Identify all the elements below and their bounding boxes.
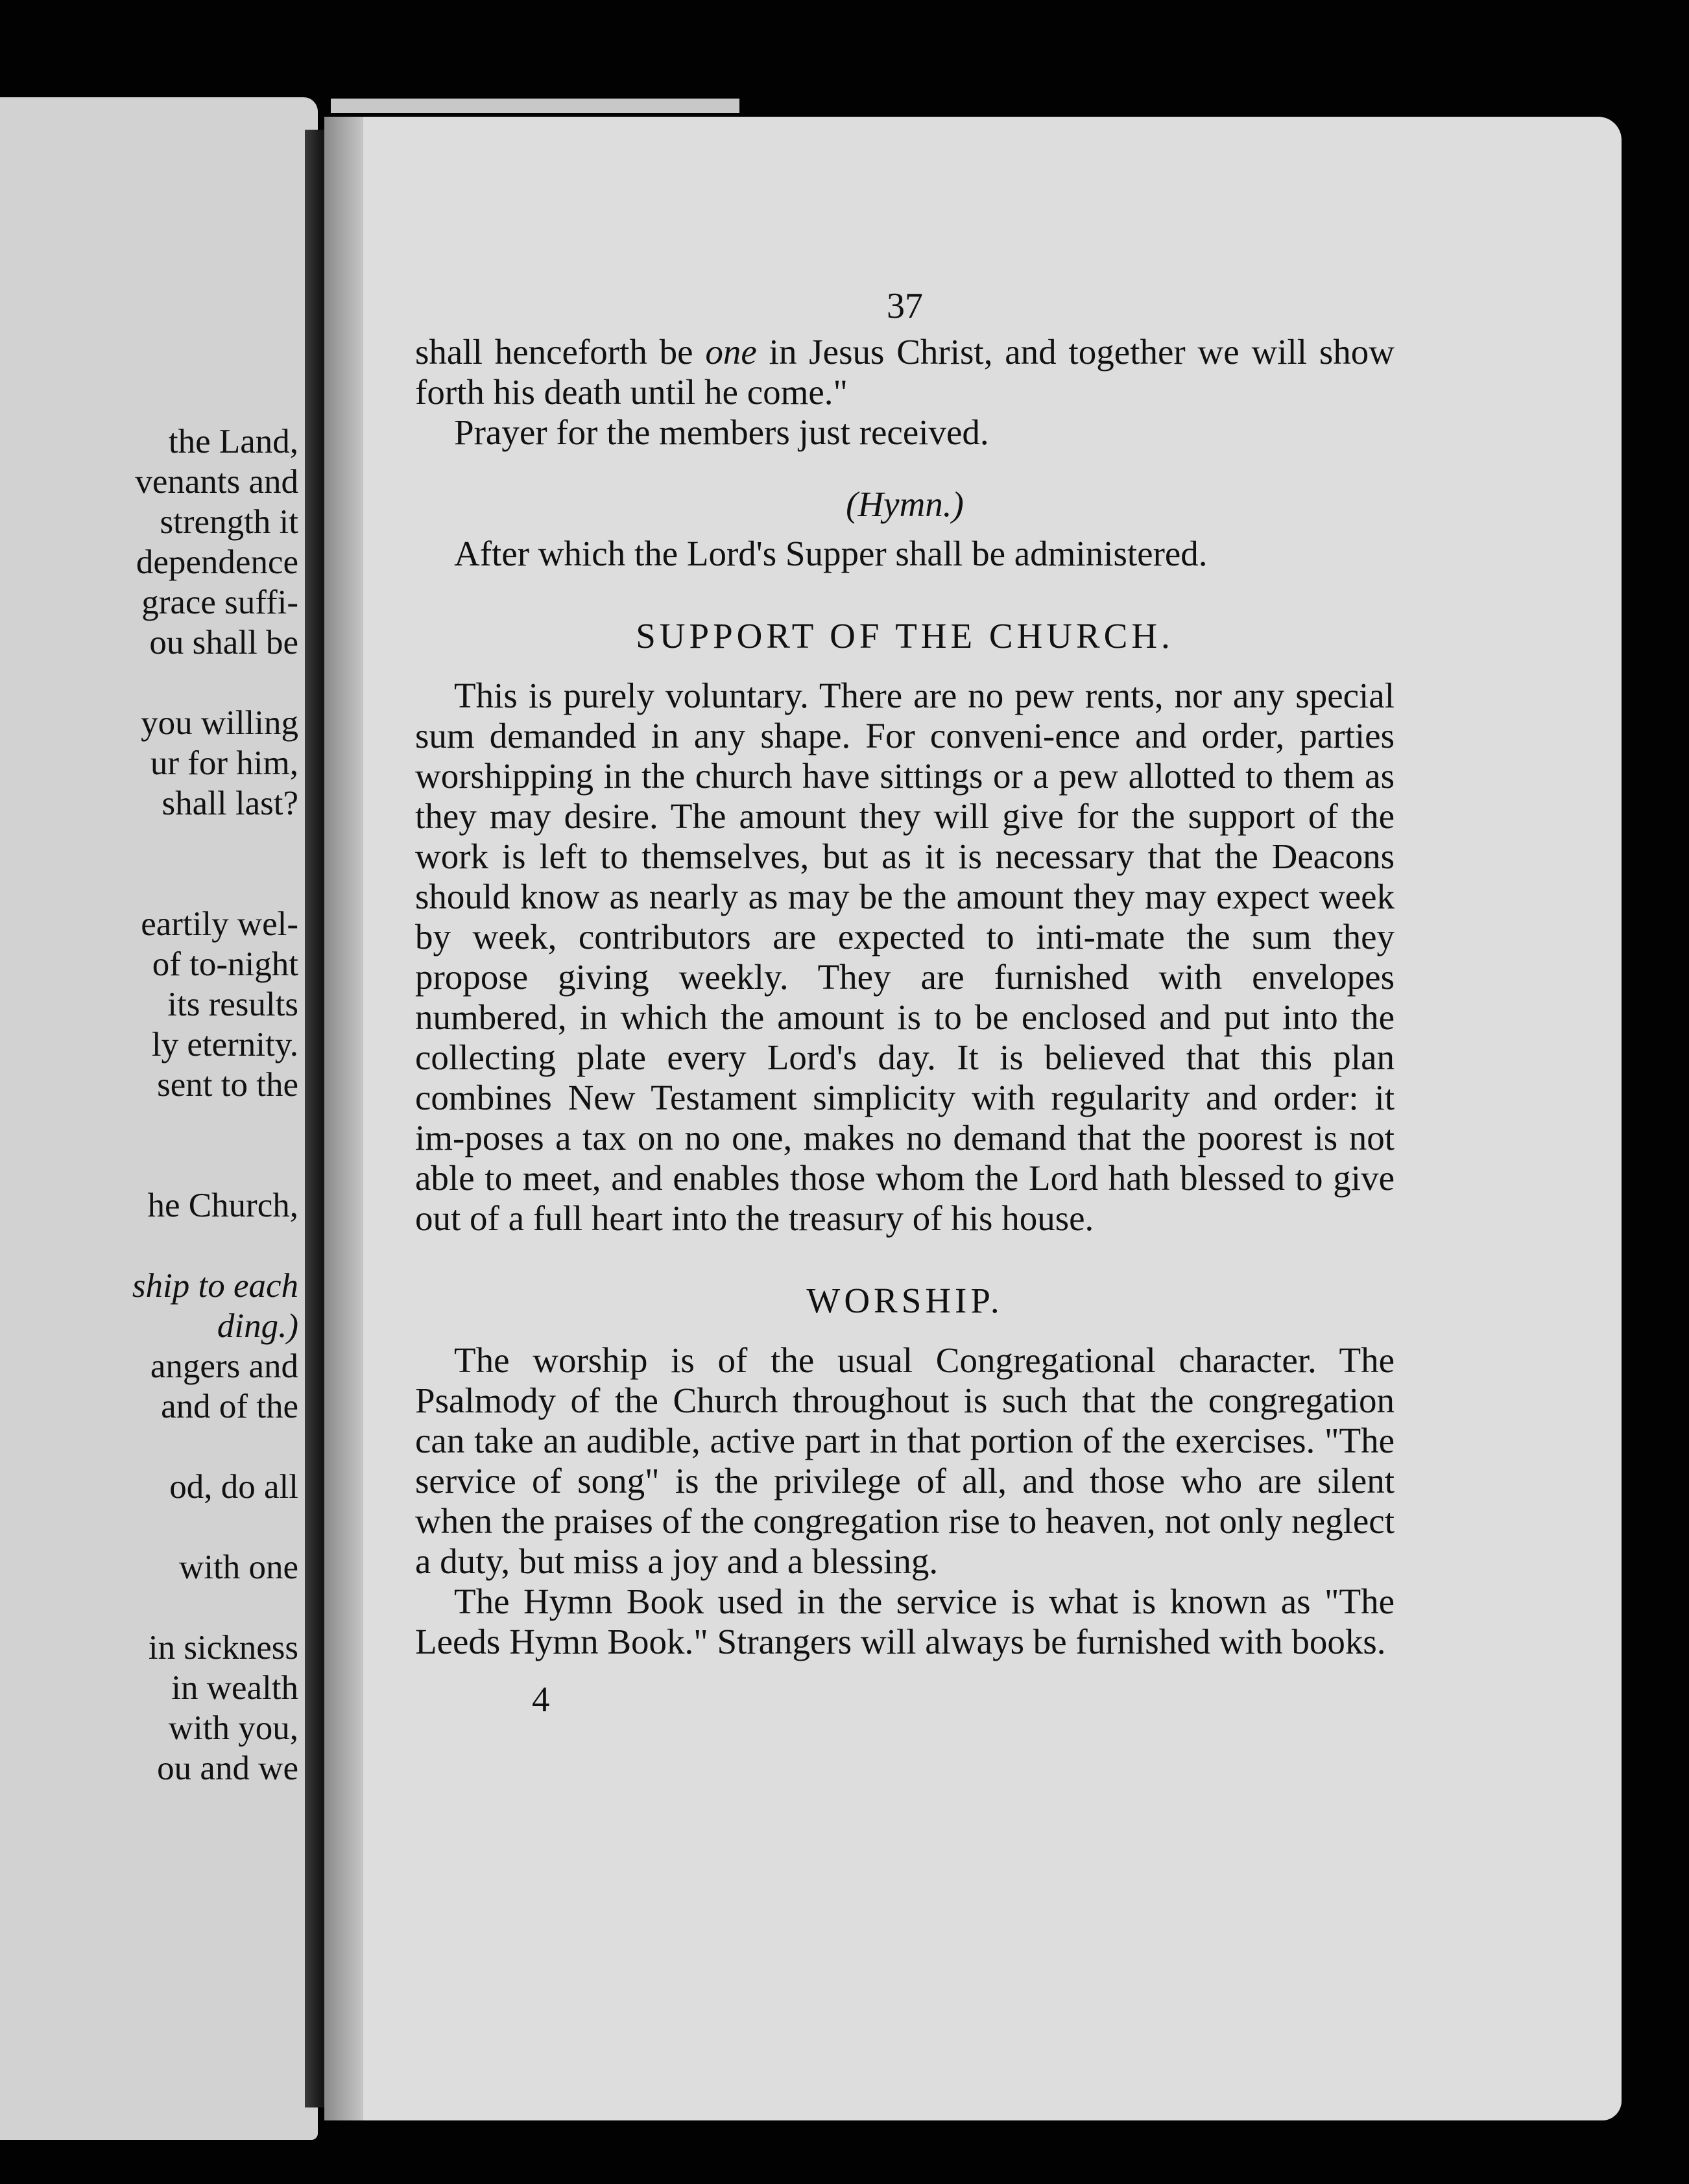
left-page-line: strength it — [160, 503, 298, 541]
intro-line — [415, 332, 1395, 412]
supper-line: After which the Lord's Supper shall be administered. — [454, 534, 1208, 573]
worship-paragraph-2: The Hymn Book used in the service is what is known as "The Leeds Hymn Book." Strangers will always be furnished with books. — [415, 1582, 1395, 1661]
left-page — [0, 97, 318, 2140]
left-page-line: dependence — [136, 543, 298, 581]
prayer-line: Prayer for the members just received. — [454, 412, 989, 452]
page-content — [415, 285, 1395, 1720]
left-page-line: ly eternity. — [151, 1026, 298, 1063]
support-paragraph: This is purely voluntary. There are no pew rents, nor any special sum demanded in any shape. For conveni-ence and order, parties worshipping in the church have sittings or a pew allotted to them as they may desire. The amount they will give for the support of the work is left to themselves, but as it is necessary that the Deacons should know as nearly as may be the amount they may expect week by week, contributors are expected to inti-mate the sum they propose giving weekly. They are furnished with envelopes numbered, in which the amount is to be enclosed and put into the collecting plate every Lord's day. It is believed that this plan combines New Testament simplicity with regularity and order: it im-poses a tax on no one, makes no demand that the poorest is not able to meet, and enables those whom the Lord hath blessed to give out of a full heart into the treasury of his house. — [415, 676, 1395, 1238]
hymn-cue: (Hymn.) — [846, 484, 964, 524]
left-page-line: sent to the — [157, 1066, 298, 1104]
support-heading: SUPPORT OF THE CHURCH. — [636, 616, 1174, 656]
right-page — [324, 117, 1622, 2120]
left-page-line: grace suffi- — [141, 584, 298, 621]
left-page-text — [0, 421, 318, 2043]
worship-heading: WORSHIP. — [806, 1281, 1003, 1320]
worship-paragraph-1: The worship is of the usual Congregational character. The Psalmody of the Church throughout is such that the congregation can take an audible, active part in that portion of the exercises. "The service of song" is the privilege of all, and those who are silent when the praises of the congregation rise to heaven, not only neglect a duty, but miss a joy and a blessing. — [415, 1340, 1395, 1581]
left-page-line: with you, — [168, 1709, 298, 1747]
left-page-line: ship to each — [132, 1267, 298, 1305]
left-page-line: with one — [179, 1549, 298, 1586]
left-page-line: eartily wel- — [141, 905, 298, 943]
left-page-line: he Church, — [147, 1187, 298, 1224]
left-page-line: angers and — [150, 1347, 298, 1385]
left-page-line: ou shall be — [149, 624, 298, 661]
page-number: 37 — [887, 286, 923, 326]
left-page-line: in wealth — [171, 1669, 298, 1707]
left-page-line: ur for him, — [150, 744, 298, 782]
left-page-line: od, do all — [169, 1468, 298, 1506]
left-page-line: its results — [167, 986, 298, 1023]
left-page-line: ding.) — [217, 1307, 298, 1345]
left-page-line: of to-night — [152, 945, 298, 983]
left-page-line: the Land, — [168, 423, 298, 460]
left-page-line: and of the — [161, 1388, 298, 1425]
left-page-line: ou and we — [157, 1750, 298, 1787]
left-page-line: in sickness — [148, 1629, 298, 1667]
left-page-line: you willing — [141, 704, 298, 742]
emphasis-one: one — [705, 332, 757, 372]
intro-text: shall henceforth be one in Jesus Christ, and together we will show forth his death until he come." — [415, 332, 1395, 412]
page-edge-strip — [331, 99, 739, 113]
left-page-line: venants and — [135, 463, 298, 501]
left-page-line: shall last? — [162, 785, 298, 822]
signature-mark: 4 — [532, 1680, 550, 1719]
page-spine-shadow — [324, 117, 363, 2120]
